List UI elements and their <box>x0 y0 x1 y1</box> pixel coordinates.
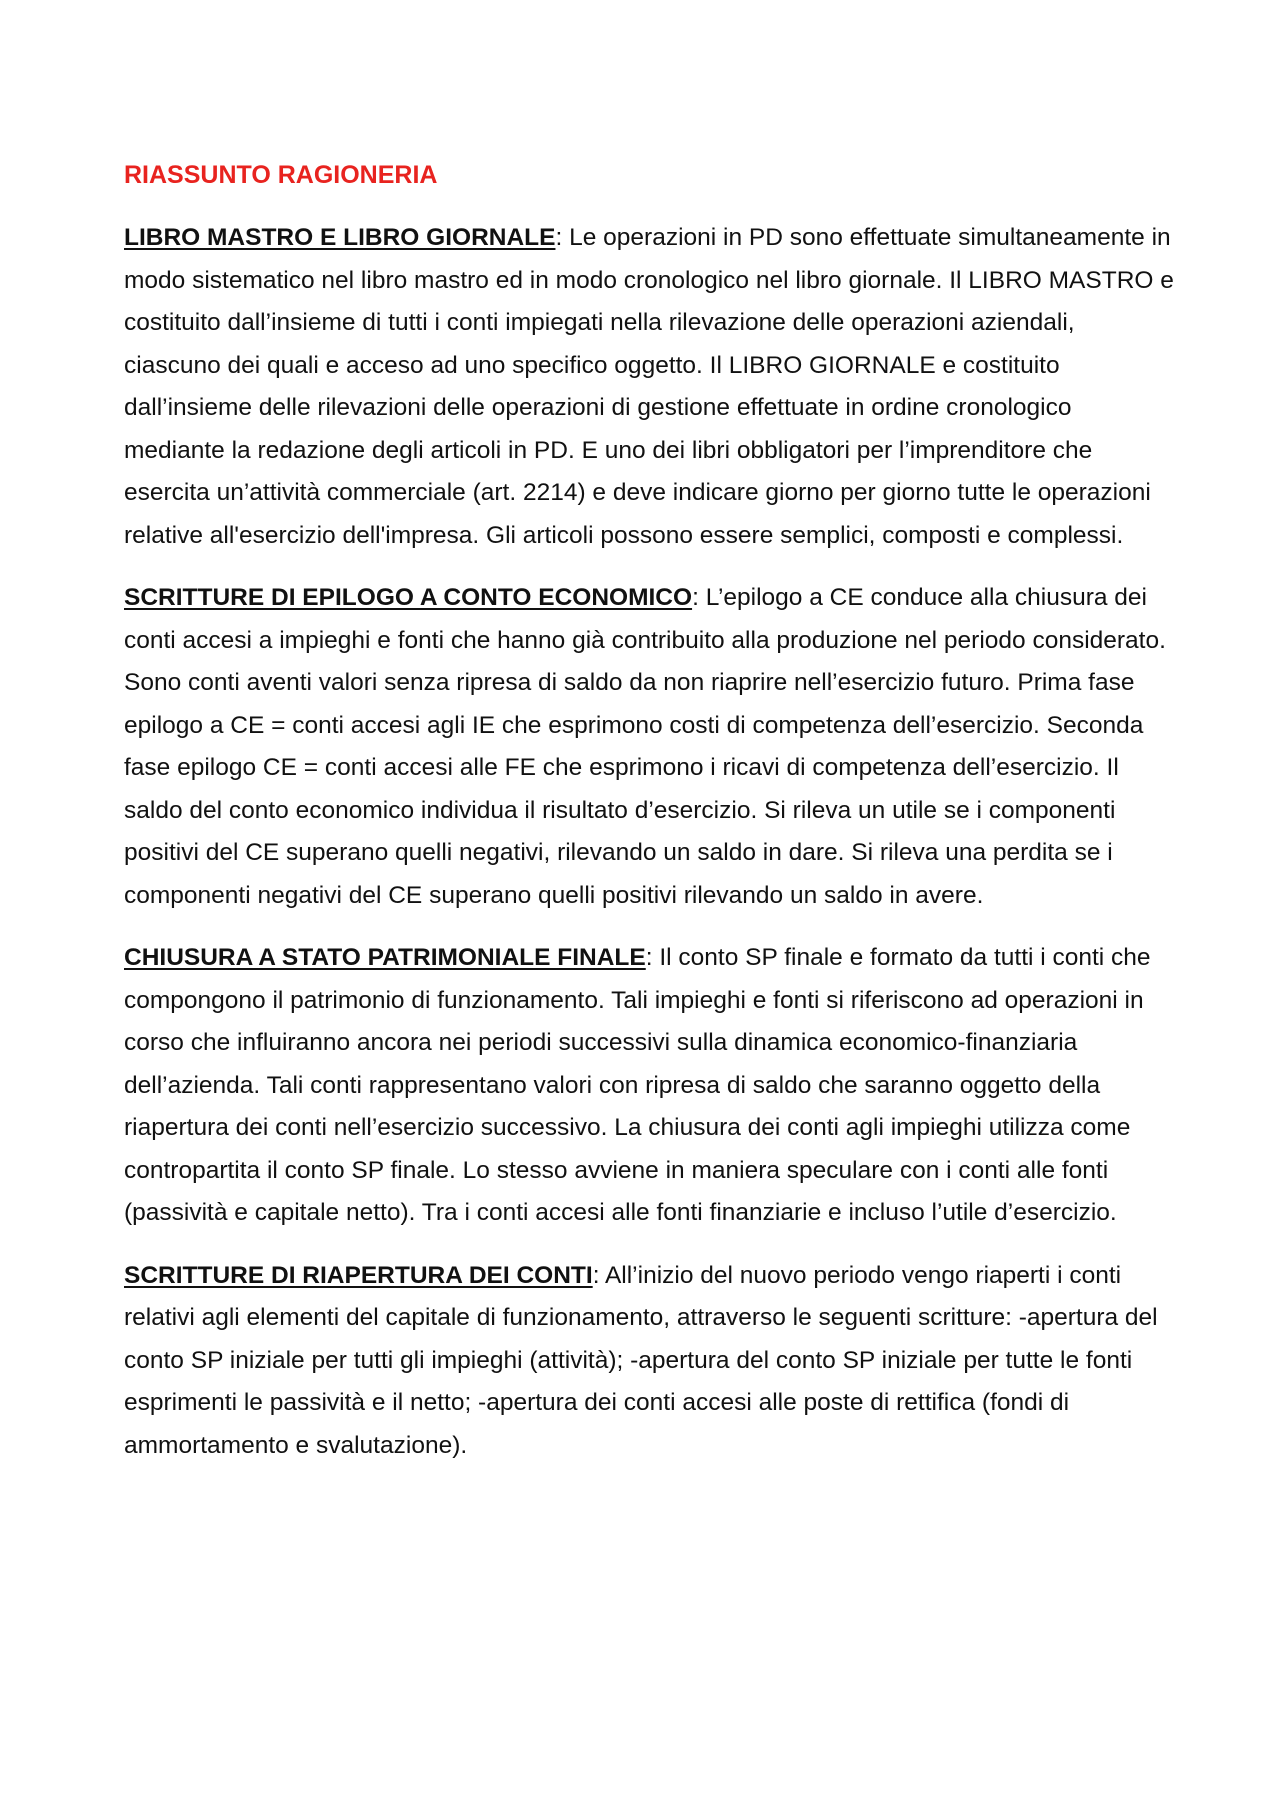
section-riapertura-conti <box>124 1255 1174 1468</box>
section-heading: SCRITTURE DI RIAPERTURA DEI CONTI <box>124 1261 593 1289</box>
section-libro-mastro <box>124 217 1174 557</box>
section-body: Le operazioni in PD sono effettuate simultaneamente in modo sistematico nel libro mastro ed in modo cronologico nel libro giornale. Il LIBRO MASTRO e costituito dall’insieme di tutti i conti impiegati nella rilevazione delle operazioni aziendali, ciascuno dei quali e acceso ad uno specifico oggetto. Il LIBRO GIORNALE e costituito dall’insieme delle rilevazioni delle operazioni di gestione effettuate in ordine cronologico mediante la redazione degli articoli in PD. E uno dei libri obbligatori per l’imprenditore che esercita un’attività commerciale (art. 2214) e deve indicare giorno per giorno tutte le operazioni relative all'esercizio dell'impresa. Gli articoli possono essere semplici, composti e complessi. <box>124 224 1174 549</box>
section-body: All’inizio del nuovo periodo vengo riaperti i conti relativi agli elementi del capitale di funzionamento, attraverso le seguenti scritture: -apertura del conto SP iniziale per tutti gli impieghi (attività); -apertura del conto SP iniziale per tutte le fonti esprimenti le passività e il netto; -apertura dei conti accesi alle poste di rettifica (fondi di ammortamento e svalutazione). <box>124 1261 1158 1459</box>
document-title: RIASSUNTO RAGIONERIA <box>124 161 438 189</box>
section-separator: : <box>645 944 660 971</box>
document-content <box>124 154 1174 1487</box>
section-heading: LIBRO MASTRO E LIBRO GIORNALE <box>124 224 556 251</box>
section-body: L’epilogo a CE conduce alla chiusura dei conti accesi a impieghi e fonti che hanno già contribuito alla produzione nel periodo considerato. Sono conti aventi valori senza ripresa di saldo da non riaprire nell’esercizio futuro. Prima fase epilogo a CE = conti accesi agli IE che esprimono costi di competenza dell’esercizio. Seconda fase epilogo CE = conti accesi alle FE che esprimono i ricavi di competenza dell’esercizio. Il saldo del conto economico individua il risultato d’esercizio. Si rileva un utile se i componenti positivi del CE superano quelli negativi, rilevando un saldo in dare. Si rileva una perdita se i componenti negativi del CE superano quelli positivi rilevando un saldo in avere. <box>124 584 1166 909</box>
section-separator: : <box>555 224 570 251</box>
section-heading: CHIUSURA A STATO PATRIMONIALE FINALE <box>124 944 646 971</box>
section-chiusura-stato-patrimoniale <box>124 937 1174 1235</box>
section-epilogo-conto-economico <box>124 577 1174 917</box>
section-separator: : <box>592 1261 605 1289</box>
section-separator: : <box>692 584 706 611</box>
section-heading: SCRITTURE DI EPILOGO A CONTO ECONOMICO <box>124 584 693 611</box>
section-body: Il conto SP finale e formato da tutti i conti che compongono il patrimonio di funzionamento. Tali impieghi e fonti si riferiscono ad operazioni in corso che influiranno ancora nei periodi successivi sulla dinamica economico-finanziaria dell’azienda. Tali conti rappresentano valori con ripresa di saldo che saranno oggetto della riapertura dei conti nell’esercizio successivo. La chiusura dei conti agli impieghi utilizza come contropartita il conto SP finale. Lo stesso avviene in maniera speculare con i conti alle fonti (passività e capitale netto). Tra i conti accesi alle fonti finanziarie e incluso l’utile d’esercizio. <box>124 944 1151 1226</box>
